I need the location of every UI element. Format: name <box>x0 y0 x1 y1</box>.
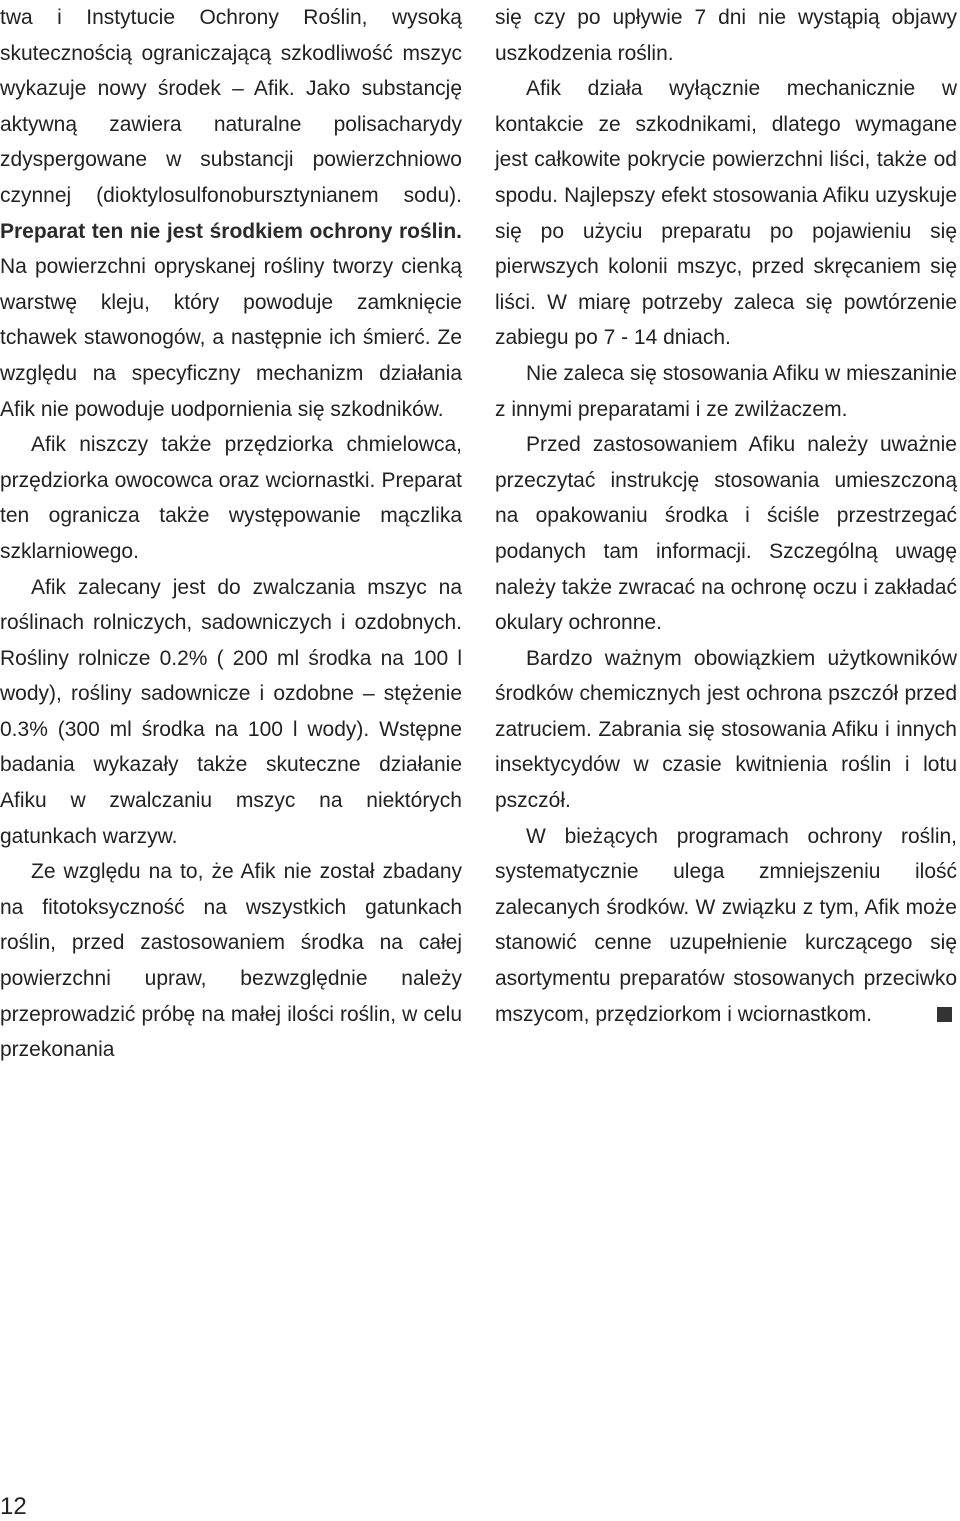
paragraph <box>495 819 957 1033</box>
paragraph: Nie zaleca się stosowania Afiku w mieszaninie z innymi preparatami i ze zwilżaczem. <box>495 361 957 421</box>
paragraph-text: twa i Instytucie Ochrony Roślin, wysoką skutecznością ograniczającą szkodliwość mszyc wykazuje nowy środek – Afik. Jako substancję aktywną zawiera naturalne polisacharydy zdyspergowane w substancji powierzchniowo czynnej (dioktylosulfonobursztynianem sodu). <box>0 6 462 207</box>
end-of-article-square-icon <box>937 1007 952 1022</box>
paragraph: Afik zalecany jest do zwalczania mszyc na roślinach rolniczych, sadowniczych i ozdobnych. Rośliny rolnicze 0.2% ( 200 ml środka na 100 l wody), rośliny sadownicze i ozdobne – stężenie 0.3% (300 ml środka na 100 l wody). Wstępne badania wykazały także skuteczne działanie Afiku w zwalczaniu mszyc na niektórych gatunkach warzyw. <box>0 575 462 848</box>
paragraph: Ze względu na to, że Afik nie został zbadany na fitotoksyczność na wszystkich gatunkach roślin, przed zastosowaniem środka na całej powierzchni upraw, bezwzględnie należy przeprowadzić próbę na małej ilości roślin, w celu przekonania <box>0 860 462 1062</box>
bold-statement: Preparat ten nie jest środkiem ochrony roślin. <box>0 219 462 243</box>
paragraph <box>0 0 462 427</box>
paragraph: Bardzo ważnym obowiązkiem użytkowników środków chemicznych jest ochrona pszczół przed zatruciem. Zabrania się stosowania Afiku i innych insektycydów w czasie kwitnienia roślin i lotu pszczół. <box>495 646 957 813</box>
right-column <box>495 0 957 1032</box>
paragraph: Przed zastosowaniem Afiku należy uważnie przeczytać instrukcję stosowania umieszczoną na opakowaniu środka i ściśle przestrzegać podanych tam informacji. Szczególną uwagę należy także zwracać na ochronę oczu i zakładać okulary ochronne. <box>495 433 957 635</box>
paragraph: Afik działa wyłącznie mechanicznie w kontakcie ze szkodnikami, dlatego wymagane jest całkowite pokrycie powierzchni liści, także od spodu. Najlepszy efekt stosowania Afiku uzyskuje się po użyciu preparatu po pojawieniu się pierwszych kolonii mszyc, przed skręcaniem się liści. W miarę potrzeby zaleca się powtórzenie zabiegu po 7 - 14 dniach. <box>495 77 957 350</box>
left-column <box>0 0 462 1068</box>
paragraph-text: W bieżących programach ochrony roślin, systematycznie ulega zmniejszeniu ilość zalecanych środków. W związku z tym, Afik może stanowić cenne uzupełnienie kurczącego się asortymentu preparatów stosowanych przeciwko mszycom, przędziorkom i wciornastkom. <box>495 824 957 1026</box>
paragraph: Afik niszczy także przędziorka chmielowca, przędziorka owocowca oraz wciornastki. Preparat ten ogranicza także występowanie mączlika szklarniowego. <box>0 433 462 563</box>
paragraph-text: Na powierzchni opryskanej rośliny tworzy cienką warstwę kleju, który powoduje zamknięcie tchawek stawonogów, a następnie ich śmierć. Ze względu na specyficzny mechanizm działania Afik nie powoduje uodpornienia się szkodników. <box>0 255 462 421</box>
page-number: 12 <box>0 1493 27 1520</box>
paragraph: się czy po upływie 7 dni nie wystąpią objawy uszkodzenia roślin. <box>495 6 957 65</box>
